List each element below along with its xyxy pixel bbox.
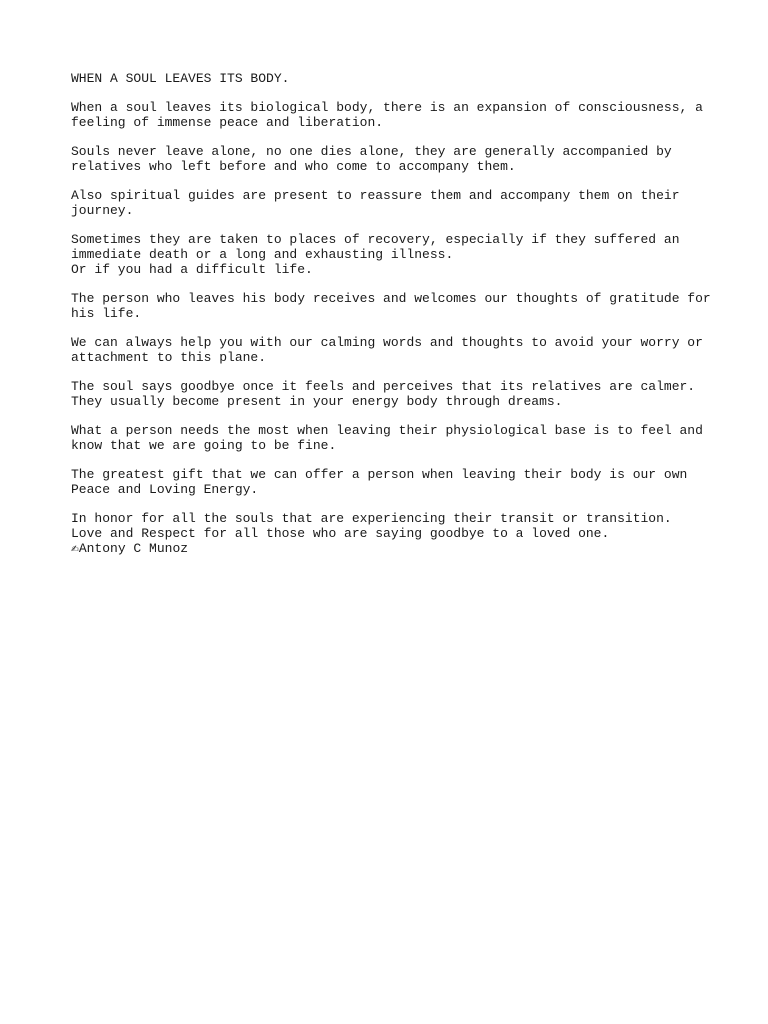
paragraph: [71, 423, 711, 453]
closing-paragraph: [71, 511, 711, 556]
author-signature: ✍Antony C Munoz: [71, 541, 189, 556]
paragraph-line: Souls never leave alone, no one dies alone, they are generally accompanied by: [71, 144, 672, 159]
paragraph: [71, 232, 711, 277]
paragraph: [71, 100, 711, 130]
paragraph-line: The greatest gift that we can offer a person when leaving their body is our own: [71, 467, 688, 482]
paragraph-line: We can always help you with our calming words and thoughts to avoid your worry or: [71, 335, 703, 350]
paragraph-line: feeling of immense peace and liberation.: [71, 115, 384, 130]
paragraph-line: know that we are going to be fine.: [71, 438, 337, 453]
paragraph-line: Love and Respect for all those who are saying goodbye to a loved one.: [71, 526, 610, 541]
paragraph-line: They usually become present in your energy body through dreams.: [71, 394, 563, 409]
paragraph-line: his life.: [71, 306, 142, 321]
paragraph-line: attachment to this plane.: [71, 350, 267, 365]
paragraph: [71, 188, 711, 218]
paragraph-line: The soul says goodbye once it feels and perceives that its relatives are calmer.: [71, 379, 696, 394]
document-title: WHEN A SOUL LEAVES ITS BODY.: [71, 71, 290, 86]
document-page: [71, 71, 711, 556]
paragraph-line: Also spiritual guides are present to reassure them and accompany them on their: [71, 188, 680, 203]
paragraph: [71, 379, 711, 409]
paragraph-line: immediate death or a long and exhausting illness.: [71, 247, 454, 262]
paragraph-line: What a person needs the most when leaving their physiological base is to feel and: [71, 423, 703, 438]
paragraph-line: The person who leaves his body receives and welcomes our thoughts of gratitude for: [71, 291, 711, 306]
paragraph-line: In honor for all the souls that are experiencing their transit or transition.: [71, 511, 672, 526]
paragraph-line: Sometimes they are taken to places of recovery, especially if they suffered an: [71, 232, 680, 247]
paragraph: [71, 467, 711, 497]
paragraph-line: journey.: [71, 203, 134, 218]
paragraph-line: When a soul leaves its biological body, there is an expansion of consciousness, a: [71, 100, 703, 115]
paragraph: [71, 291, 711, 321]
paragraph: [71, 335, 711, 365]
paragraph-line: relatives who left before and who come to accompany them.: [71, 159, 516, 174]
paragraph-line: Peace and Loving Energy.: [71, 482, 259, 497]
paragraph-line: Or if you had a difficult life.: [71, 262, 313, 277]
paragraph: [71, 144, 711, 174]
